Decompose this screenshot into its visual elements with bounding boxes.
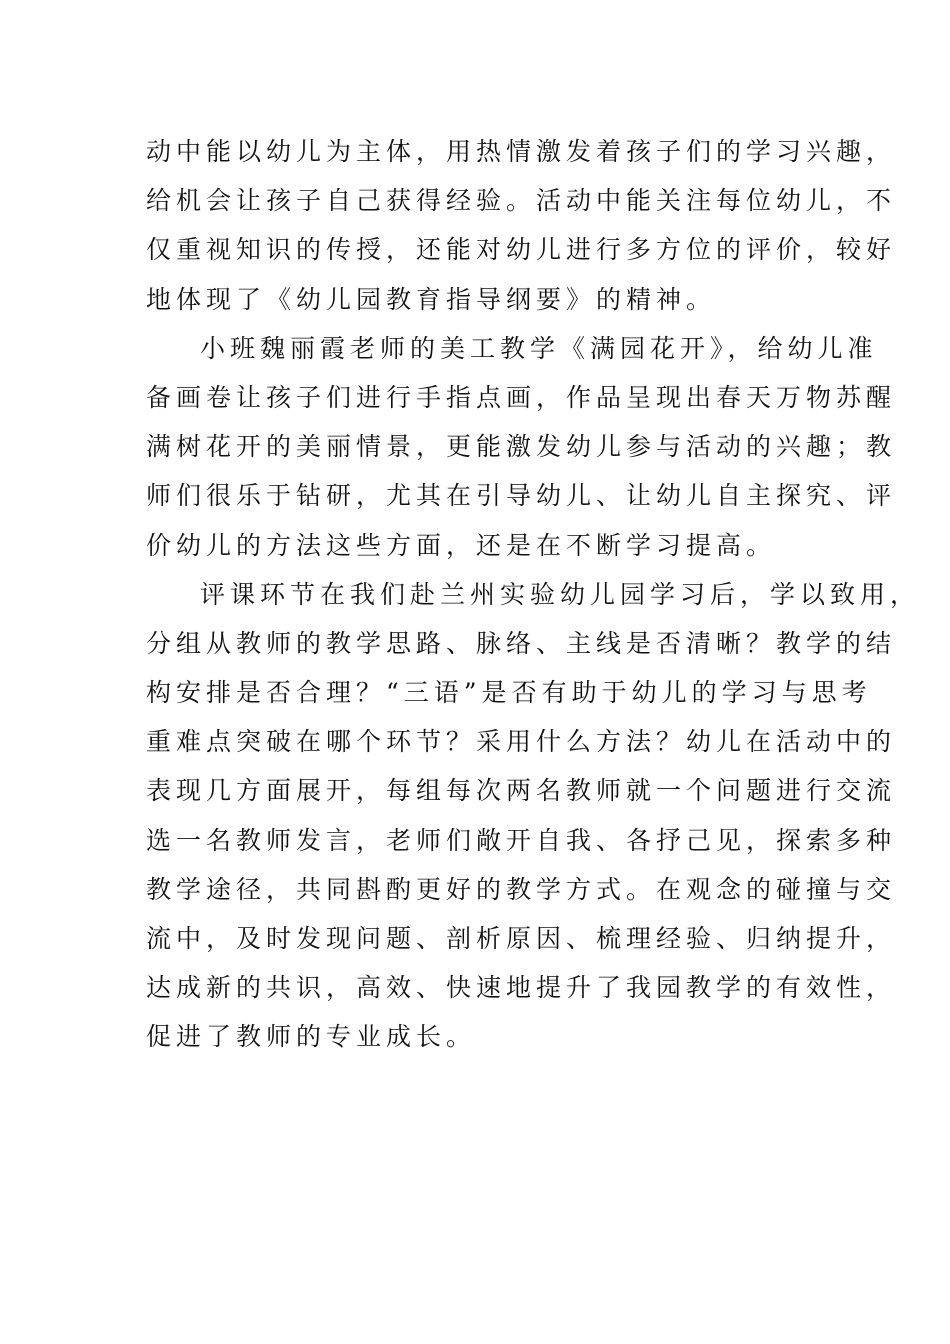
text-line: 教学途径，共同斟酌更好的教学方式。在观念的碰撞与交 (146, 874, 897, 904)
paragraph-3 (146, 570, 921, 1062)
text-line: 给机会让孩子自己获得经验。活动中能关注每位幼儿，不 (146, 186, 897, 216)
text-line: 选一名教师发言，老师们敞开自我、各抒己见，探索多种 (146, 825, 897, 855)
text-line: 促进了教师的专业成长。 (146, 1022, 477, 1052)
document-body (146, 127, 921, 1062)
paragraph-1 (146, 127, 897, 324)
text-line-first: 评课环节在我们赴兰州实验幼儿园学习后，学以致用， (200, 579, 921, 609)
text-line: 动中能以幼儿为主体，用热情激发着孩子们的学习兴趣， (146, 137, 897, 166)
text-line: 价幼儿的方法这些方面，还是在不断学习提高。 (146, 530, 777, 560)
text-line: 达成新的共识，高效、快速地提升了我园教学的有效性， (146, 973, 897, 1003)
text-line: 满树花开的美丽情景，更能激发幼儿参与活动的兴趣；教 (146, 432, 897, 462)
text-line: 表现几方面展开，每组每次两名教师就一个问题进行交流 (146, 776, 897, 806)
text-line: 分组从教师的教学思路、脉络、主线是否清晰？教学的结 (146, 628, 897, 658)
text-line-first: 小班魏丽霞老师的美工教学《满园花开》，给幼儿准 (200, 333, 878, 363)
paragraph-2 (146, 324, 897, 570)
text-line: 重难点突破在哪个环节？采用什么方法？幼儿在活动中的 (146, 727, 897, 757)
text-line: 备画卷让孩子们进行手指点画，作品呈现出春天万物苏醒 (146, 382, 897, 412)
text-line: 仅重视知识的传授，还能对幼儿进行多方位的评价，较好 (146, 235, 897, 265)
text-line: 师们很乐于钻研，尤其在引导幼儿、让幼儿自主探究、评 (146, 481, 897, 511)
text-line: 流中，及时发现问题、剖析原因、梳理经验、归纳提升， (146, 924, 897, 953)
text-line: 构安排是否合理？“三语”是否有助于幼儿的学习与思考 (146, 678, 872, 708)
text-line: 地体现了《幼儿园教育指导纲要》的精神。 (146, 284, 717, 314)
